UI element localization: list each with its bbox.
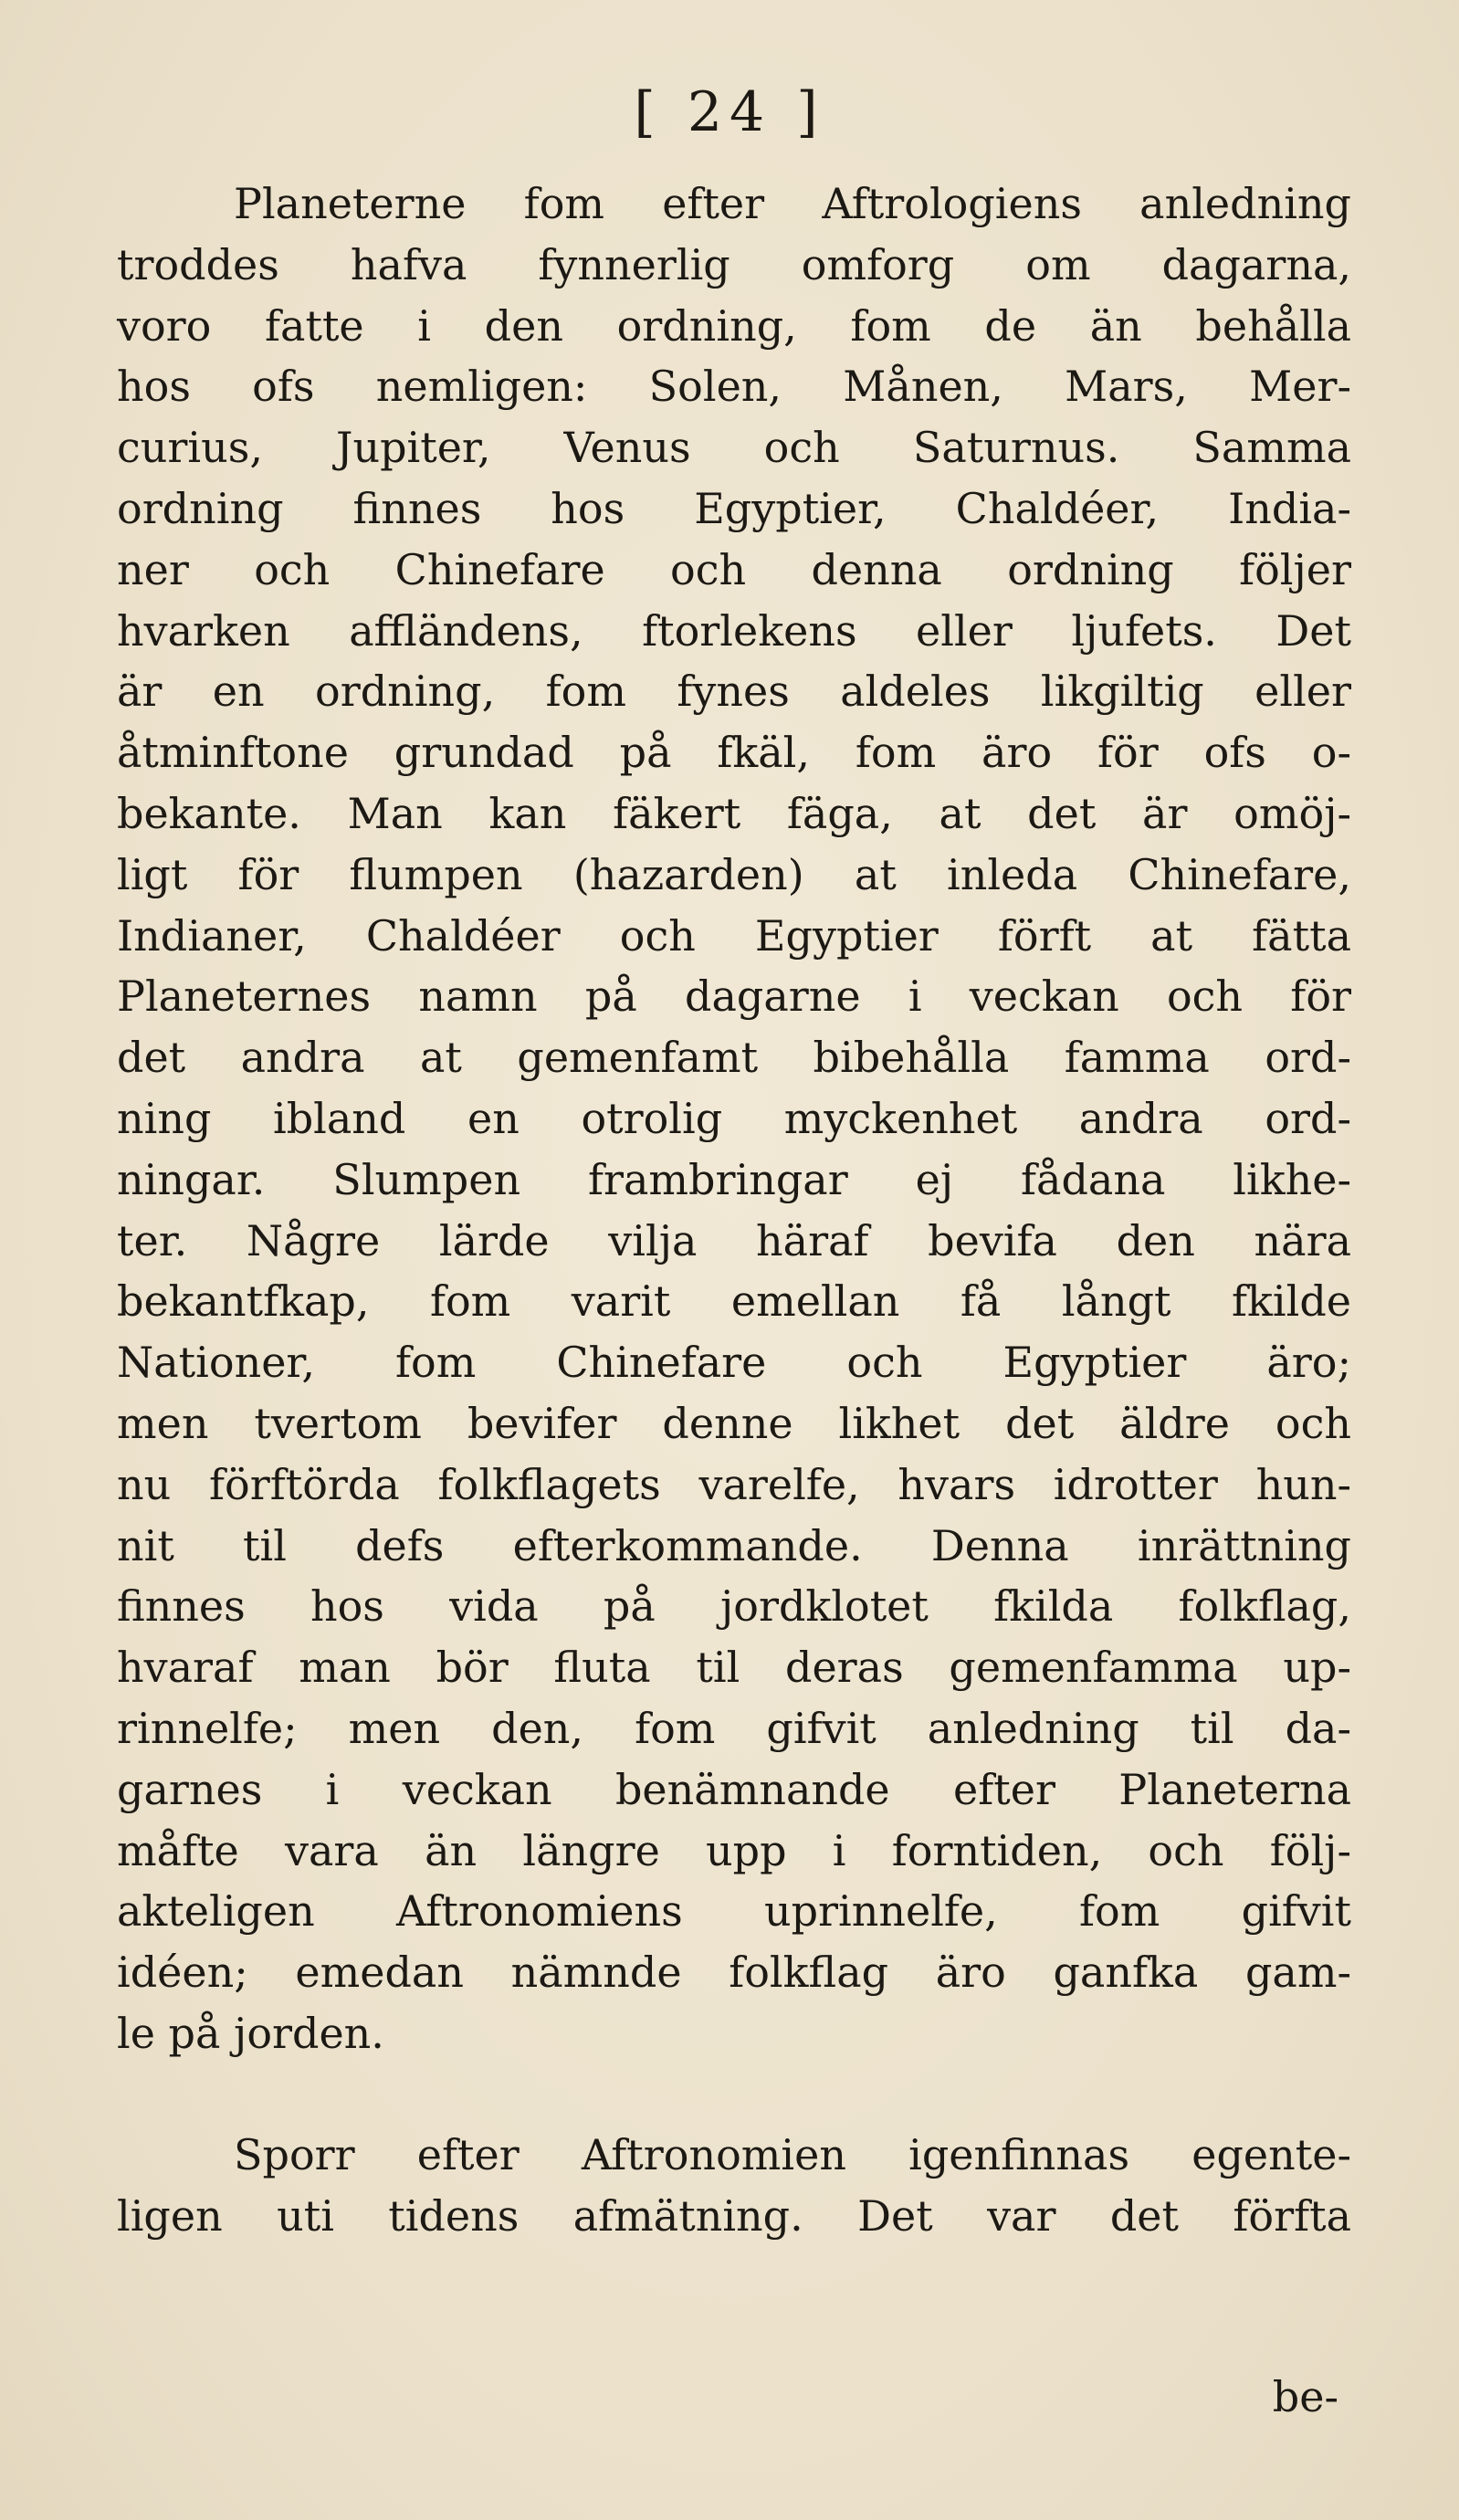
text-line: garnes i veckan benämnande efter Planeterna	[117, 1764, 1351, 1814]
text-line: ningar. Slumpen frambringar ej fådana likhe-	[117, 1154, 1351, 1204]
text-line: ner och Chinefare och denna ordning följer	[117, 544, 1351, 594]
text-line: bekantfkap, fom varit emellan få långt fkilde	[117, 1276, 1351, 1327]
text-line: ter. Någre lärde vilja häraf bevifa den nära	[117, 1215, 1351, 1265]
text-line: rinnelfe; men den, fom gifvit anledning til da-	[117, 1703, 1351, 1753]
text-line: nu förftörda folkflagets varelfe, hvars idrotter hun-	[117, 1459, 1351, 1509]
text-line: finnes hos vida på jordklotet fkilda folkflag,	[117, 1581, 1351, 1632]
text-line: hos ofs nemligen: Solen, Månen, Mars, Mer-	[117, 362, 1351, 412]
text-line: det andra at gemenfamt bibehålla famma ord-	[117, 1033, 1351, 1083]
text-line: Sporr efter Aftronomien igenfinnas egente-	[234, 2129, 1351, 2179]
text-line: curius, Jupiter, Venus och Saturnus. Samma	[117, 423, 1351, 473]
text-line: Indianer, Chaldéer och Egyptier förft at fätta	[117, 910, 1351, 961]
text-line: men tvertom bevifer denne likhet det äldre och	[117, 1398, 1351, 1448]
text-line: ligt för flumpen (hazarden) at inleda Chinefare,	[117, 849, 1351, 899]
page-number: [ 24 ]	[634, 80, 825, 144]
text-line: ordning finnes hos Egyptier, Chaldéer, India-	[117, 483, 1351, 533]
text-line: idéen; emedan nämnde folkflag äro ganfka gam-	[117, 1948, 1351, 1998]
body-text	[117, 173, 1351, 2246]
paragraph-astronomy	[117, 2125, 1351, 2247]
catchword: be-	[1272, 2372, 1338, 2421]
text-line: ning ibland en otrolig myckenhet andra ord-	[117, 1093, 1351, 1143]
text-line: troddes hafva fynnerlig omforg om dagarna,	[117, 239, 1351, 289]
text-line: voro fatte i den ordning, fom de än behålla	[117, 300, 1351, 351]
text-line: Planeterne fom efter Aftrologiens anledning	[234, 179, 1351, 228]
text-line: åtminftone grundad på fkäl, fom äro för ofs o-	[117, 728, 1351, 778]
text-line: måfte vara än längre upp i forntiden, och följ-	[117, 1825, 1351, 1875]
text-line: nit til defs efterkommande. Denna inrättning	[117, 1520, 1351, 1570]
text-line: Planeternes namn på dagarne i veckan och för	[117, 971, 1351, 1022]
text-line: är en ordning, fom fynes aldeles likgiltig eller	[117, 667, 1351, 717]
text-line: akteligen Aftronomiens uprinnelfe, fom gifvit	[117, 1886, 1351, 1937]
text-line: hvarken affländens, ftorlekens eller ljufets. Det	[117, 605, 1351, 656]
text-line: hvaraf man bör fluta til deras gemenfamma up-	[117, 1643, 1351, 1693]
text-line: le på jorden.	[117, 2008, 384, 2058]
text-line: Nationer, fom Chinefare och Egyptier äro;	[117, 1338, 1351, 1388]
paragraph-planets	[117, 173, 1351, 2064]
text-line: ligen uti tidens afmätning. Det var det förfta	[117, 2190, 1351, 2241]
text-line: bekante. Man kan fäkert fäga, at det är omöj-	[117, 788, 1351, 838]
